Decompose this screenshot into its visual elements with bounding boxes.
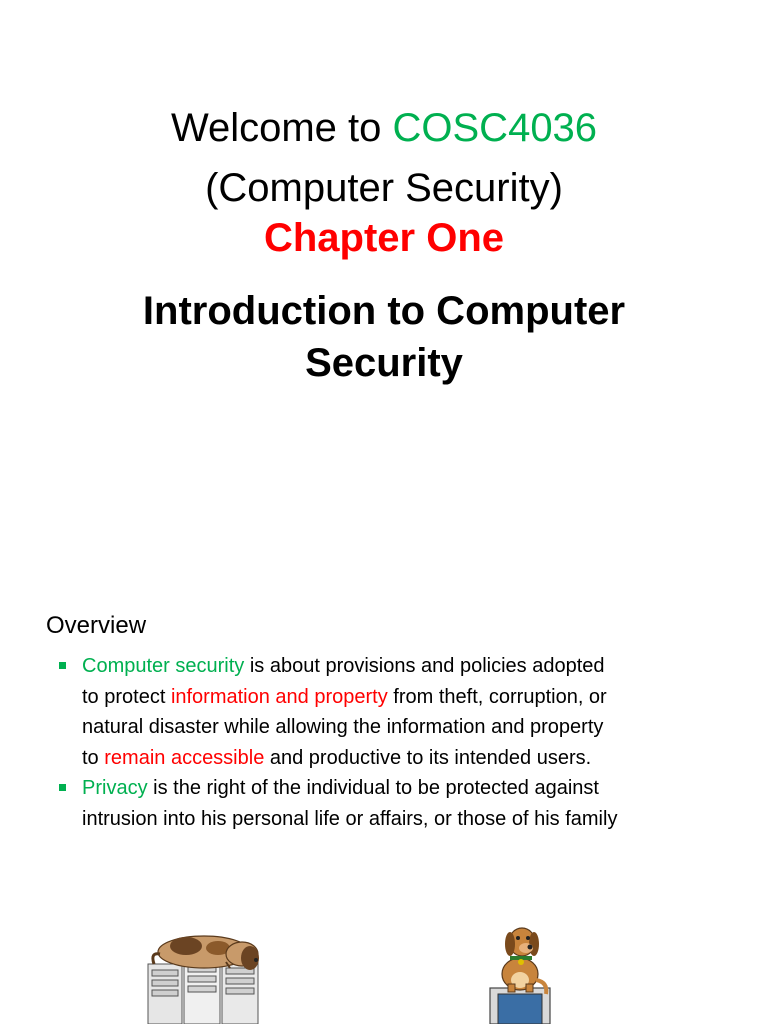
subtitle-line-2: Security [305,341,463,385]
chapter-subtitle [0,285,768,389]
highlight-information-property: information and property [170,685,388,708]
square-bullet-icon [59,662,66,669]
bullet1-text-3: and productive to its intended users. [264,746,592,769]
term-computer-security: Computer security [82,655,245,677]
title-line-1 [0,98,768,158]
bullet1-text-2: from theft, corruption, or natural disaster while allowing the information and property to [82,685,607,769]
bullet1-text-1: is about provisions and policies adopted to protect [82,655,605,708]
course-code: COSC4036 [392,106,598,150]
square-bullet-icon [59,784,66,791]
overview-bullet-list [58,651,618,834]
bullet-privacy [58,773,618,834]
course-name: (Computer Security) [205,166,563,210]
chapter-heading: Chapter One [263,216,505,260]
slide-title [0,98,768,218]
term-privacy: Privacy [82,777,148,799]
bullet-computer-security [58,651,618,773]
overview-heading: Overview [46,612,147,639]
bullet2-text: is the right of the individual to be protected against intrusion into his personal life or affairs, or those of his family [82,777,618,830]
title-welcome: Welcome to [170,106,393,150]
subtitle-line-1: Introduction to Computer [142,289,626,333]
dog-sleeping-on-servers-icon [140,924,280,1024]
highlight-remain-accessible: remain accessible [104,746,265,769]
dog-sitting-on-computer-icon [476,922,566,1024]
